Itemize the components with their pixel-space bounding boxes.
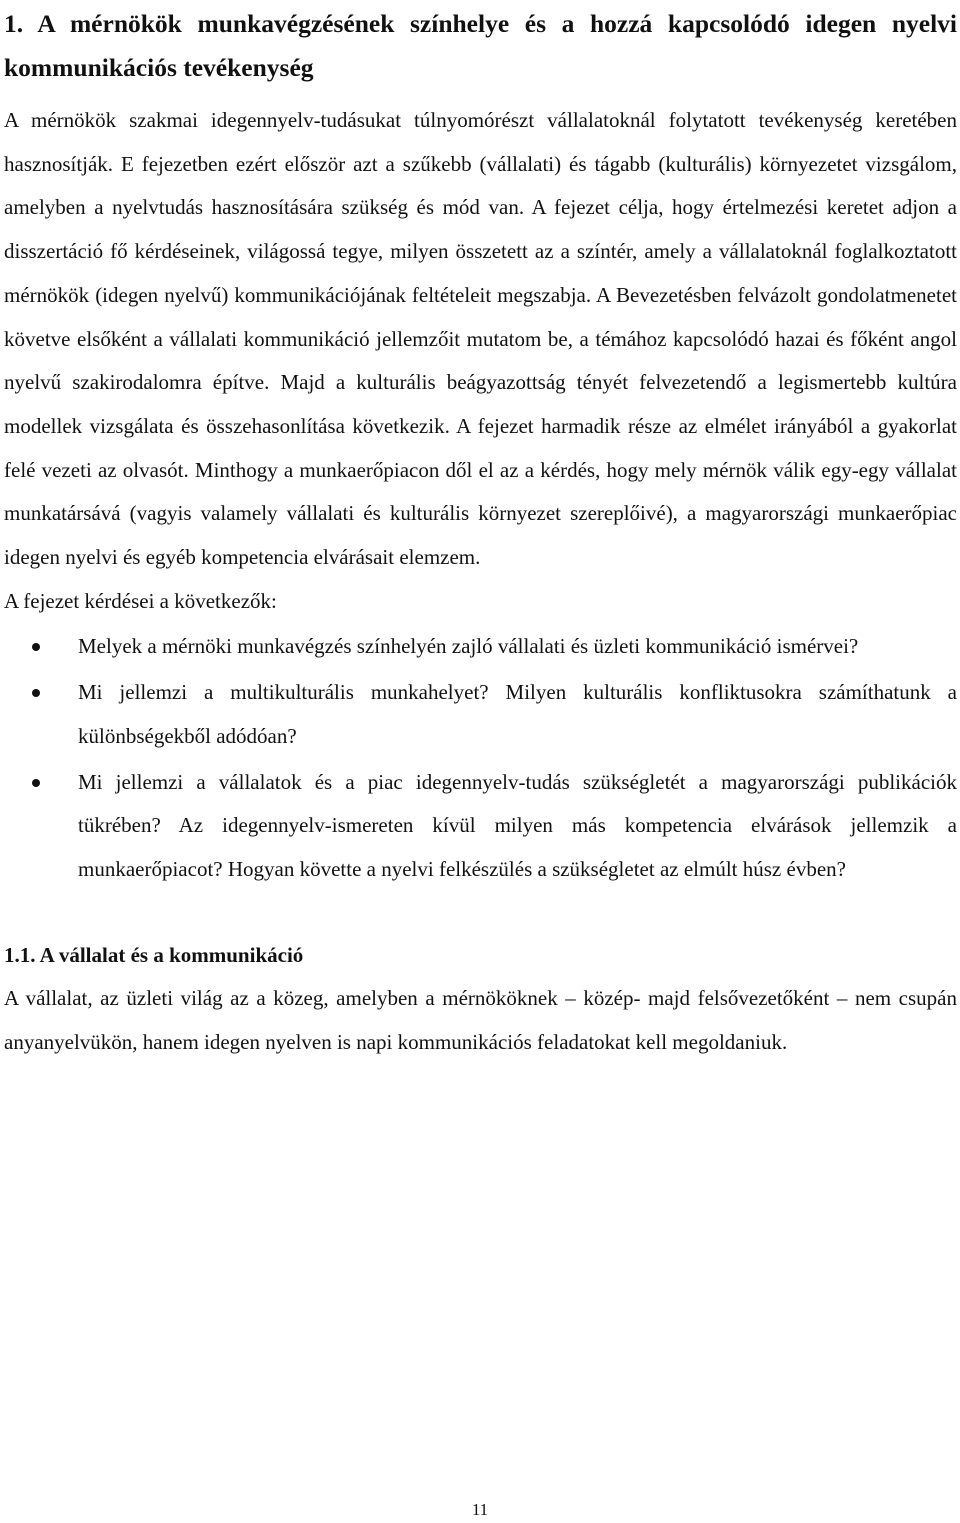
question-item (4, 625, 957, 669)
bullet-icon (32, 643, 40, 651)
question-text: Mi jellemzi a multikulturális munkahelyet? Milyen kulturális konfliktusokra számíthatunk a különbségekből adódóan? (78, 680, 957, 748)
section-title: 1.1. A vállalat és a kommunikáció (4, 942, 304, 967)
questions-intro: A fejezet kérdései a következők: (4, 588, 277, 613)
chapter-title: 1. A mérnökök munkavégzésének színhelye és a hozzá kapcsolódó idegen nyelvi kommunikációs tevékenység (4, 9, 957, 82)
bullet-icon (32, 779, 40, 787)
intro-paragraph: A mérnökök szakmai idegennyelv-tudásukat túlnyomórészt vállalatoknál folytatott tevékenység keretében hasznosítják. E fejezetben ezért először azt a szűkebb (vállalati) és tágabb (kulturális) környezetet vizsgálom, amelyben a nyelvtudás hasznosítására szükség és mód van. A fejezet célja, hogy értelmezési keretet adjon a disszertáció fő kérdéseinek, világossá tegye, milyen összetett az a színtér, amely a vállalatoknál foglalkoztatott mérnökök (idegen nyelvű) kommunikációjának feltételeit megszabja. A Bevezetésben felvázolt gondolatmenetet követve elsőként a vállalati kommunikáció jellemzőit mutatom be, a témához kapcsolódó hazai és főként angol nyelvű szakirodalomra építve. Majd a kulturális beágyazottság tényét felvezetendő a legismertebb kultúra modellek vizsgálata és összehasonlítása következik. A fejezet harmadik része az elmélet irányából a gyakorlat felé vezeti az olvasót. Minthogy a munkaerőpiacon dől el az a kérdés, hogy mely mérnök válik egy-egy vállalat munkatársává (vagyis valamely vállalati és kulturális környezet szereplőivé), a magyarországi munkaerőpiac idegen nyelvi és egyéb kompetencia elvárásait elemzem. (4, 108, 957, 570)
section-paragraph: A vállalat, az üzleti világ az a közeg, amelyben a mérnököknek – közép- majd felsővezetőként – nem csupán anyanyelvükön, hanem idegen nyelven is napi kommunikációs feladatokat kell megoldaniuk. (4, 986, 957, 1055)
page-number: 11 (471, 1500, 489, 1519)
question-text: Mi jellemzi a vállalatok és a piac idegennyelv-tudás szükségletét a magyarországi publikációk tükrében? Az idegennyelv-ismereten kívül milyen más kompetencia elvárások jellemzik a munkaerőpiacot? Hogyan követte a nyelvi felkészülés a szükségletet az elmúlt húsz évben? (78, 769, 957, 881)
page-content (4, 0, 957, 1065)
questions-list (4, 625, 957, 891)
question-item (4, 761, 957, 892)
question-text: Melyek a mérnöki munkavégzés színhelyén zajló vállalati és üzleti kommunikáció ismérvei? (78, 634, 859, 659)
question-item (4, 671, 957, 758)
bullet-icon (32, 689, 40, 697)
